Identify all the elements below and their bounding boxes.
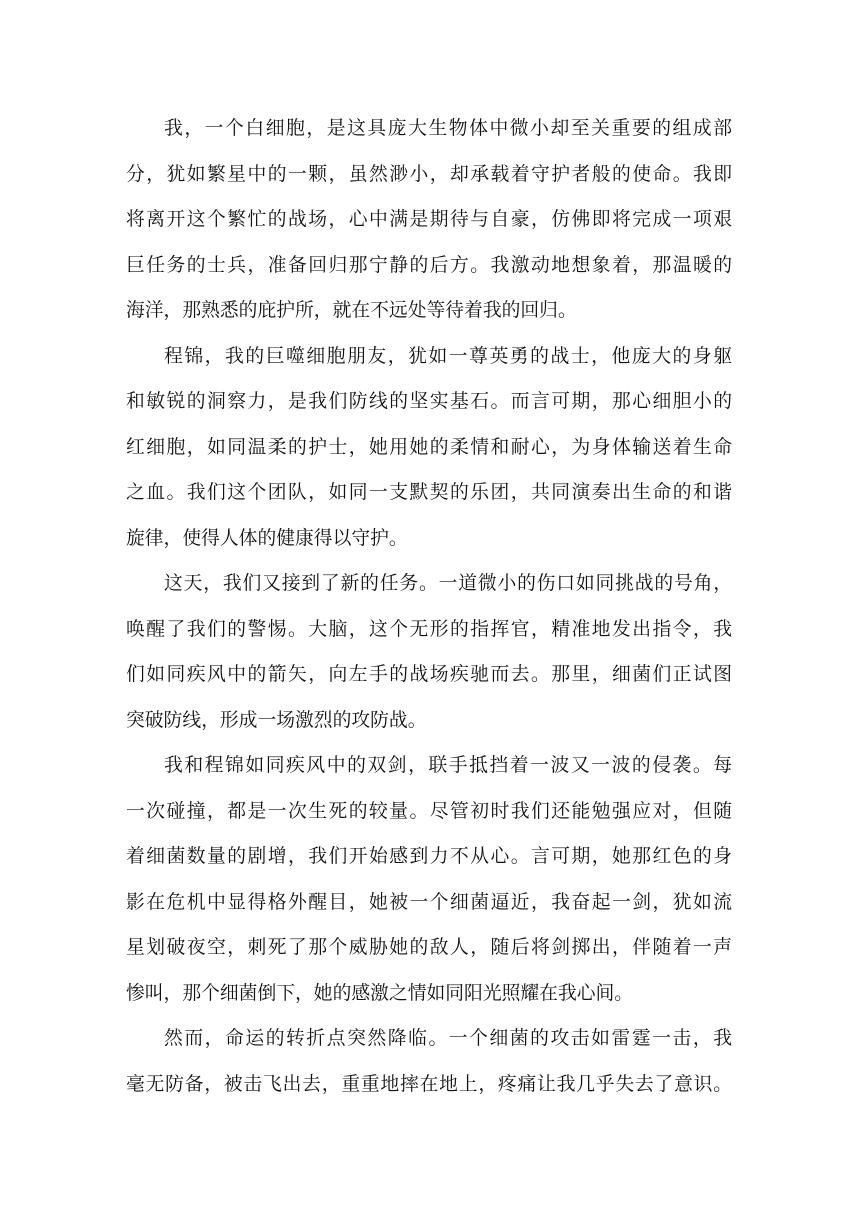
- text-line: 影在危机中显得格外醒目，她被一个细菌逼近，我奋起一剑，犹如流: [126, 891, 732, 913]
- body-text: [126, 106, 732, 1107]
- paragraph: [126, 561, 732, 743]
- text-line: 将离开这个繁忙的战场，心中满是期待与自豪，仿佛即将完成一项艰: [126, 209, 732, 230]
- text-line: 我和程锦如同疾风中的双剑，联手抵挡着一波又一波的侵袭。每: [164, 755, 732, 776]
- text-line: 程锦，我的巨噬细胞朋友，犹如一尊英勇的战士，他庞大的身躯: [164, 345, 732, 367]
- text-line: 唤醒了我们的警惕。大脑，这个无形的指挥官，精准地发出指令，我: [126, 618, 732, 640]
- paragraph: [126, 743, 732, 1016]
- text-line: 星划破夜空，刺死了那个威胁她的敌人，随后将剑掷出，伴随着一声: [126, 937, 732, 958]
- paragraph: [126, 334, 732, 562]
- text-line: 这天，我们又接到了新的任务。一道微小的伤口如同挑战的号角，: [164, 573, 732, 594]
- text-line: 和敏锐的洞察力，是我们防线的坚实基石。而言可期，那心细胆小的: [126, 391, 732, 412]
- text-line: 红细胞，如同温柔的护士，她用她的柔情和耐心，为身体输送着生命: [126, 436, 732, 458]
- text-line: 们如同疾风中的箭矢，向左手的战场疾驰而去。那里，细菌们正试图: [126, 664, 732, 685]
- text-line: 毫无防备，被击飞出去，重重地摔在地上，疼痛让我几乎失去了意识。: [126, 1073, 732, 1095]
- text-line: 之血。我们这个团队，如同一支默契的乐团，共同演奏出生命的和谐: [126, 482, 732, 503]
- text-line: 惨叫，那个细菌倒下，她的感激之情如同阳光照耀在我心间。: [126, 982, 634, 1004]
- paragraph: [126, 1016, 732, 1107]
- paragraph: [126, 106, 732, 334]
- text-line: 一次碰撞，都是一次生死的较量。尽管初时我们还能勉强应对，但随: [126, 800, 732, 822]
- text-line: 突破防线，形成一场激烈的攻防战。: [126, 709, 427, 731]
- text-line: 我，一个白细胞，是这具庞大生物体中微小却至关重要的组成部: [164, 118, 732, 139]
- text-line: 着细菌数量的剧增，我们开始感到力不从心。言可期，她那红色的身: [126, 846, 732, 867]
- text-line: 海洋，那熟悉的庇护所，就在不远处等待着我的回归。: [126, 300, 577, 321]
- text-line: 旋律，使得人体的健康得以守护。: [126, 527, 408, 549]
- text-line: 然而，命运的转折点突然降临。一个细菌的攻击如雷霆一击，我: [164, 1028, 732, 1049]
- text-line: 分，犹如繁星中的一颗，虽然渺小，却承载着守护者般的使命。我即: [126, 163, 732, 185]
- text-line: 巨任务的士兵，准备回归那宁静的后方。我激动地想象着，那温暖的: [126, 254, 732, 276]
